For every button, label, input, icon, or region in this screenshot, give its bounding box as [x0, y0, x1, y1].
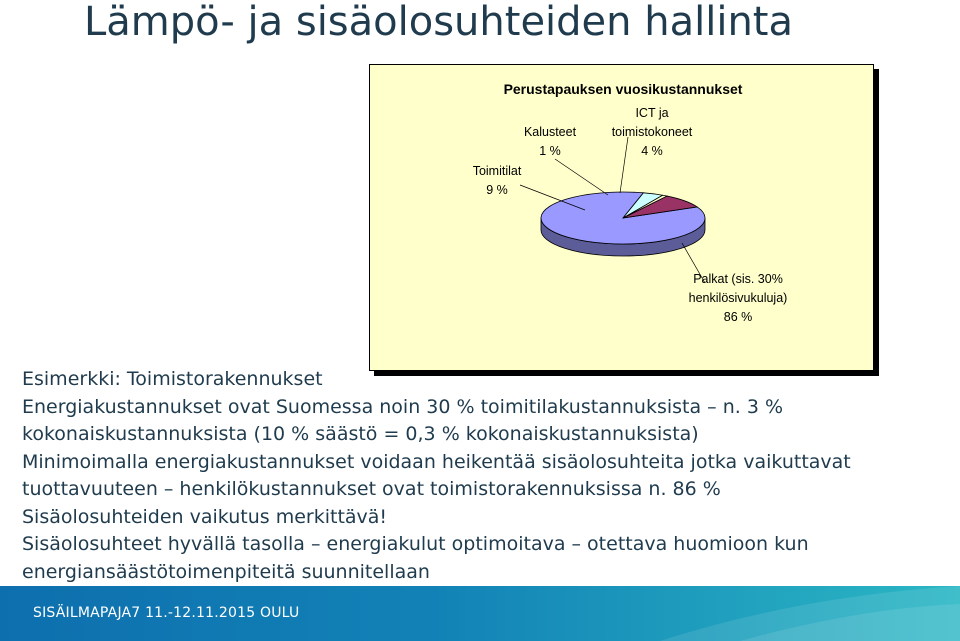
- pie-value-label: 9 %: [486, 183, 508, 197]
- pie-category-label: Kalusteet: [523, 125, 577, 139]
- body-line: kokonaiskustannuksista (10 % säästö = 0,3 % kokonaiskustannuksista): [22, 423, 699, 445]
- pie-chart-svg: [370, 65, 873, 370]
- footer-text: SISÄILMAPAJA7 11.-12.11.2015 OULU: [33, 605, 300, 621]
- body-line: Sisäolosuhteet hyvällä tasolla – energiakulut optimoitava – otettava huomioon kun: [22, 533, 809, 555]
- pie-chart-panel: [369, 64, 874, 371]
- pie-leader-line: [555, 159, 608, 195]
- pie-category-label: toimistokoneet: [611, 125, 693, 139]
- body-text: [22, 366, 952, 586]
- pie-category-label: Palkat (sis. 30%: [693, 272, 783, 286]
- chart-title: Perustapauksen vuosikustannukset: [503, 81, 743, 97]
- body-line: Energiakustannukset ovat Suomessa noin 30 % toimitilakustannuksista – n. 3 %: [22, 395, 784, 418]
- body-line: Sisäolosuhteiden vaikutus merkittävä!: [22, 505, 388, 528]
- pie-category-label: ICT ja: [635, 106, 669, 120]
- pie-category-label: henkilösivukuluja): [688, 291, 788, 305]
- pie-leader-line: [620, 137, 628, 193]
- footer-bar: [0, 586, 960, 641]
- pie-category-label: Toimitilat: [472, 164, 522, 178]
- pie-value-label: 1 %: [539, 144, 561, 158]
- body-line: Esimerkki: Toimistorakennukset: [22, 368, 323, 390]
- body-line: Minimoimalla energiakustannukset voidaan heikentää sisäolosuhteita jotka vaikuttavat: [22, 450, 851, 473]
- slide-title: Lämpö- ja sisäolosuhteiden hallinta: [84, 0, 793, 45]
- body-line: tuottavuuteen – henkilökustannukset ovat toimistorakennuksissa n. 86 %: [22, 478, 721, 500]
- pie-value-label: 4 %: [641, 144, 663, 158]
- pie-value-label: 86 %: [723, 310, 753, 324]
- body-line: energiansäästötoimenpiteitä suunnitellaan: [22, 560, 430, 583]
- footer-decoration: [540, 586, 960, 641]
- pie-layer: [541, 192, 705, 256]
